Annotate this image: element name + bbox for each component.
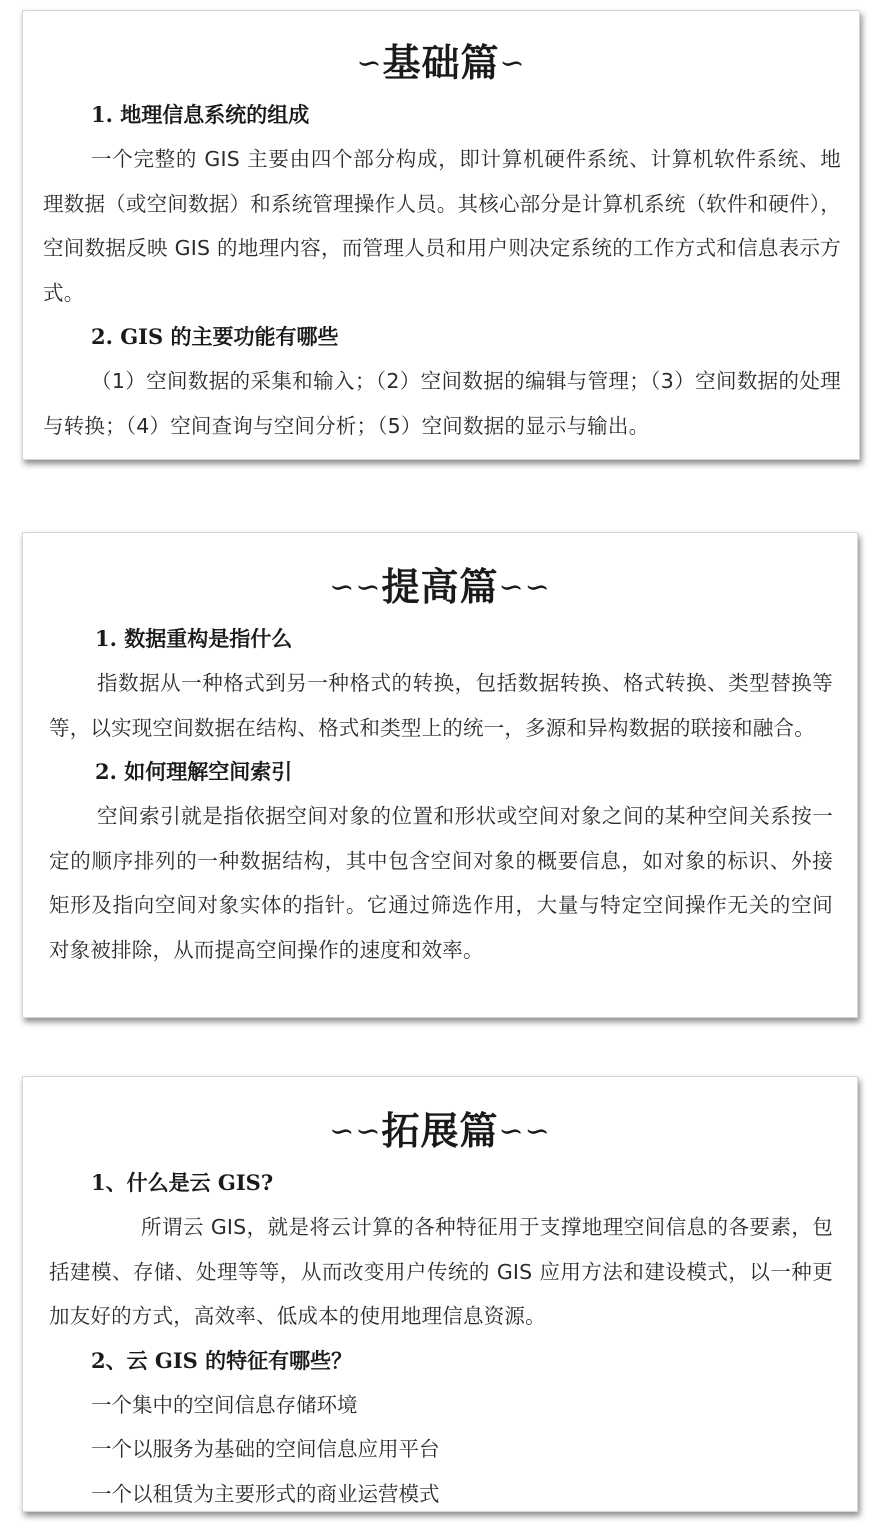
section-title <box>23 1105 857 1161</box>
answer-paragraph: 指数据从一种格式到另一种格式的转换，包括数据转换、格式转换、类型替换等等，以实现空间数据在结构、格式和类型上的统一，多源和异构数据的联接和融合。 <box>49 671 833 740</box>
ornament-right: ∽∽ <box>498 1114 551 1149</box>
answer-paragraph: 所谓云 GIS，就是将云计算的各种特征用于支撑地理空间信息的各要素，包括建模、存储、处理等等，从而改变用户传统的 GIS 应用方法和建设模式，以一种更加友好的方式，高效率、低成本的使用地理信息资源。 <box>49 1215 833 1328</box>
ornament-left: ∽∽ <box>329 570 382 605</box>
question-heading: 2、云 GIS 的特征有哪些？ <box>91 1347 353 1373</box>
answer-paragraph: 空间索引就是指依据空间对象的位置和形状或空间对象之间的某种空间关系按一定的顺序排列的一种数据结构，其中包含空间对象的概要信息，如对象的标识、外接矩形及指向空间对象实体的指针。它通过筛选作用，大量与特定空间操作无关的空间对象被排除，从而提高空间操作的速度和效率。 <box>49 804 833 962</box>
section-card-basics <box>22 10 860 460</box>
ornament-right: ∽∽ <box>498 570 551 605</box>
question-heading: 1. 地理信息系统的组成 <box>91 102 310 127</box>
section-title-text: 基础篇 <box>382 40 500 85</box>
section-card-advanced <box>22 532 858 1018</box>
feature-item: 一个集中的空间信息存储环境 <box>91 1392 358 1417</box>
feature-item: 一个以租赁为主要形式的商业运营模式 <box>91 1481 440 1506</box>
ornament-right: ∽ <box>499 46 526 81</box>
question-heading: 2. 如何理解空间索引 <box>95 759 293 784</box>
feature-item: 一个以服务为基础的空间信息应用平台 <box>91 1437 440 1461</box>
question-heading: 2. GIS 的主要功能有哪些 <box>91 324 339 349</box>
section-title <box>23 561 857 617</box>
section-title-text: 提高篇 <box>381 564 499 609</box>
section-title-text: 拓展篇 <box>381 1108 499 1153</box>
ornament-left: ∽ <box>356 46 383 81</box>
question-heading: 1. 数据重构是指什么 <box>95 626 293 651</box>
answer-paragraph: 一个完整的 GIS 主要由四个部分构成，即计算机硬件系统、计算机软件系统、地理数据（或空间数据）和系统管理操作人员。其核心部分是计算机系统（软件和硬件），空间数据反映 GIS 的地理内容，而管理人员和用户则决定系统的工作方式和信息表示方式。 <box>43 147 841 305</box>
question-heading: 1、什么是云 GIS? <box>91 1170 274 1195</box>
section-title <box>23 37 859 93</box>
section-card-extension <box>22 1076 858 1512</box>
ornament-left: ∽∽ <box>329 1114 382 1149</box>
answer-paragraph: （1）空间数据的采集和输入；（2）空间数据的编辑与管理；（3）空间数据的处理与转换；（4）空间查询与空间分析；（5）空间数据的显示与输出。 <box>43 369 841 438</box>
